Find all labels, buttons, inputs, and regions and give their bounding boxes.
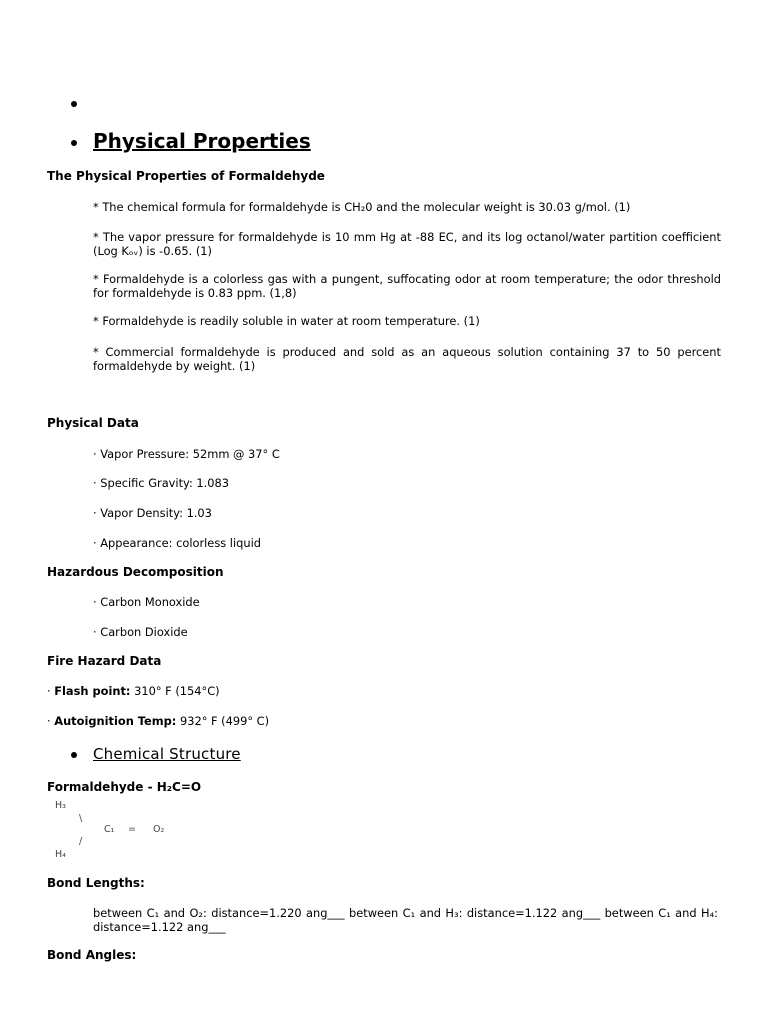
fire-hazard-title: Fire Hazard Data bbox=[47, 654, 162, 668]
autoignition-line bbox=[47, 714, 269, 728]
autoignition-label: Autoignition Temp: bbox=[54, 714, 177, 728]
physical-data-item: · Appearance: colorless liquid bbox=[93, 536, 261, 550]
empty-list-bullet bbox=[71, 101, 77, 107]
hazardous-title: Hazardous Decomposition bbox=[47, 565, 224, 579]
formula-title: Formaldehyde - H₂C=O bbox=[47, 780, 202, 794]
bond-lengths-title: Bond Lengths: bbox=[47, 876, 145, 890]
physical-data-title: Physical Data bbox=[47, 416, 139, 430]
physical-data-item: · Vapor Pressure: 52mm @ 37° C bbox=[93, 447, 280, 461]
autoignition-value: 932° F (499° C) bbox=[176, 714, 270, 728]
heading-bullet bbox=[71, 140, 77, 146]
diagram-h3: H₃ bbox=[55, 800, 66, 811]
property-3: * Formaldehyde is a colorless gas with a pungent, suffocating odor at room temperature; the odor threshold for formaldehyde is 0.83 ppm. (1,8) bbox=[93, 272, 721, 300]
chemical-structure-heading: Chemical Structure bbox=[93, 745, 241, 763]
diagram-double-bond: = bbox=[128, 824, 136, 835]
diagram-bond-lower: / bbox=[79, 836, 83, 847]
physical-data-item: · Vapor Density: 1.03 bbox=[93, 506, 212, 520]
bullet-dot: · bbox=[47, 684, 51, 698]
bond-lengths-text: between C₁ and O₂: distance=1.220 ang___ between C₁ and H₃: distance=1.122 ang___ between C₁ and H₄: distance=1.122 ang___ bbox=[93, 906, 718, 934]
section-title: The Physical Properties of Formaldehyde bbox=[47, 169, 325, 183]
diagram-o2: O₂ bbox=[153, 824, 165, 835]
physical-data-item: · Specific Gravity: 1.083 bbox=[93, 476, 230, 490]
property-5: * Commercial formaldehyde is produced and sold as an aqueous solution containing 37 to 50 percent formaldehyde by weight. (1) bbox=[93, 345, 721, 373]
property-4: * Formaldehyde is readily soluble in water at room temperature. (1) bbox=[93, 314, 480, 328]
hazardous-item: · Carbon Monoxide bbox=[93, 595, 200, 609]
diagram-bond-upper: \ bbox=[79, 813, 83, 824]
bullet-dot: · bbox=[47, 714, 51, 728]
physical-properties-heading: Physical Properties bbox=[93, 129, 311, 153]
heading-bullet bbox=[71, 752, 77, 758]
property-1: * The chemical formula for formaldehyde is CH₂0 and the molecular weight is 30.03 g/mol. (1) bbox=[93, 200, 631, 214]
flash-point-label: Flash point: bbox=[54, 684, 131, 698]
flash-point-value: 310° F (154°C) bbox=[130, 684, 220, 698]
diagram-h4: H₄ bbox=[55, 849, 66, 860]
hazardous-item: · Carbon Dioxide bbox=[93, 625, 188, 639]
diagram-c1: C₁ bbox=[104, 824, 115, 835]
flash-point-line bbox=[47, 684, 220, 698]
bond-angles-title: Bond Angles: bbox=[47, 948, 137, 962]
property-2: * The vapor pressure for formaldehyde is 10 mm Hg at -88 EC, and its log octanol/water partition coefficient (Log Kₒᵥ) is -0.65. (1) bbox=[93, 230, 721, 258]
